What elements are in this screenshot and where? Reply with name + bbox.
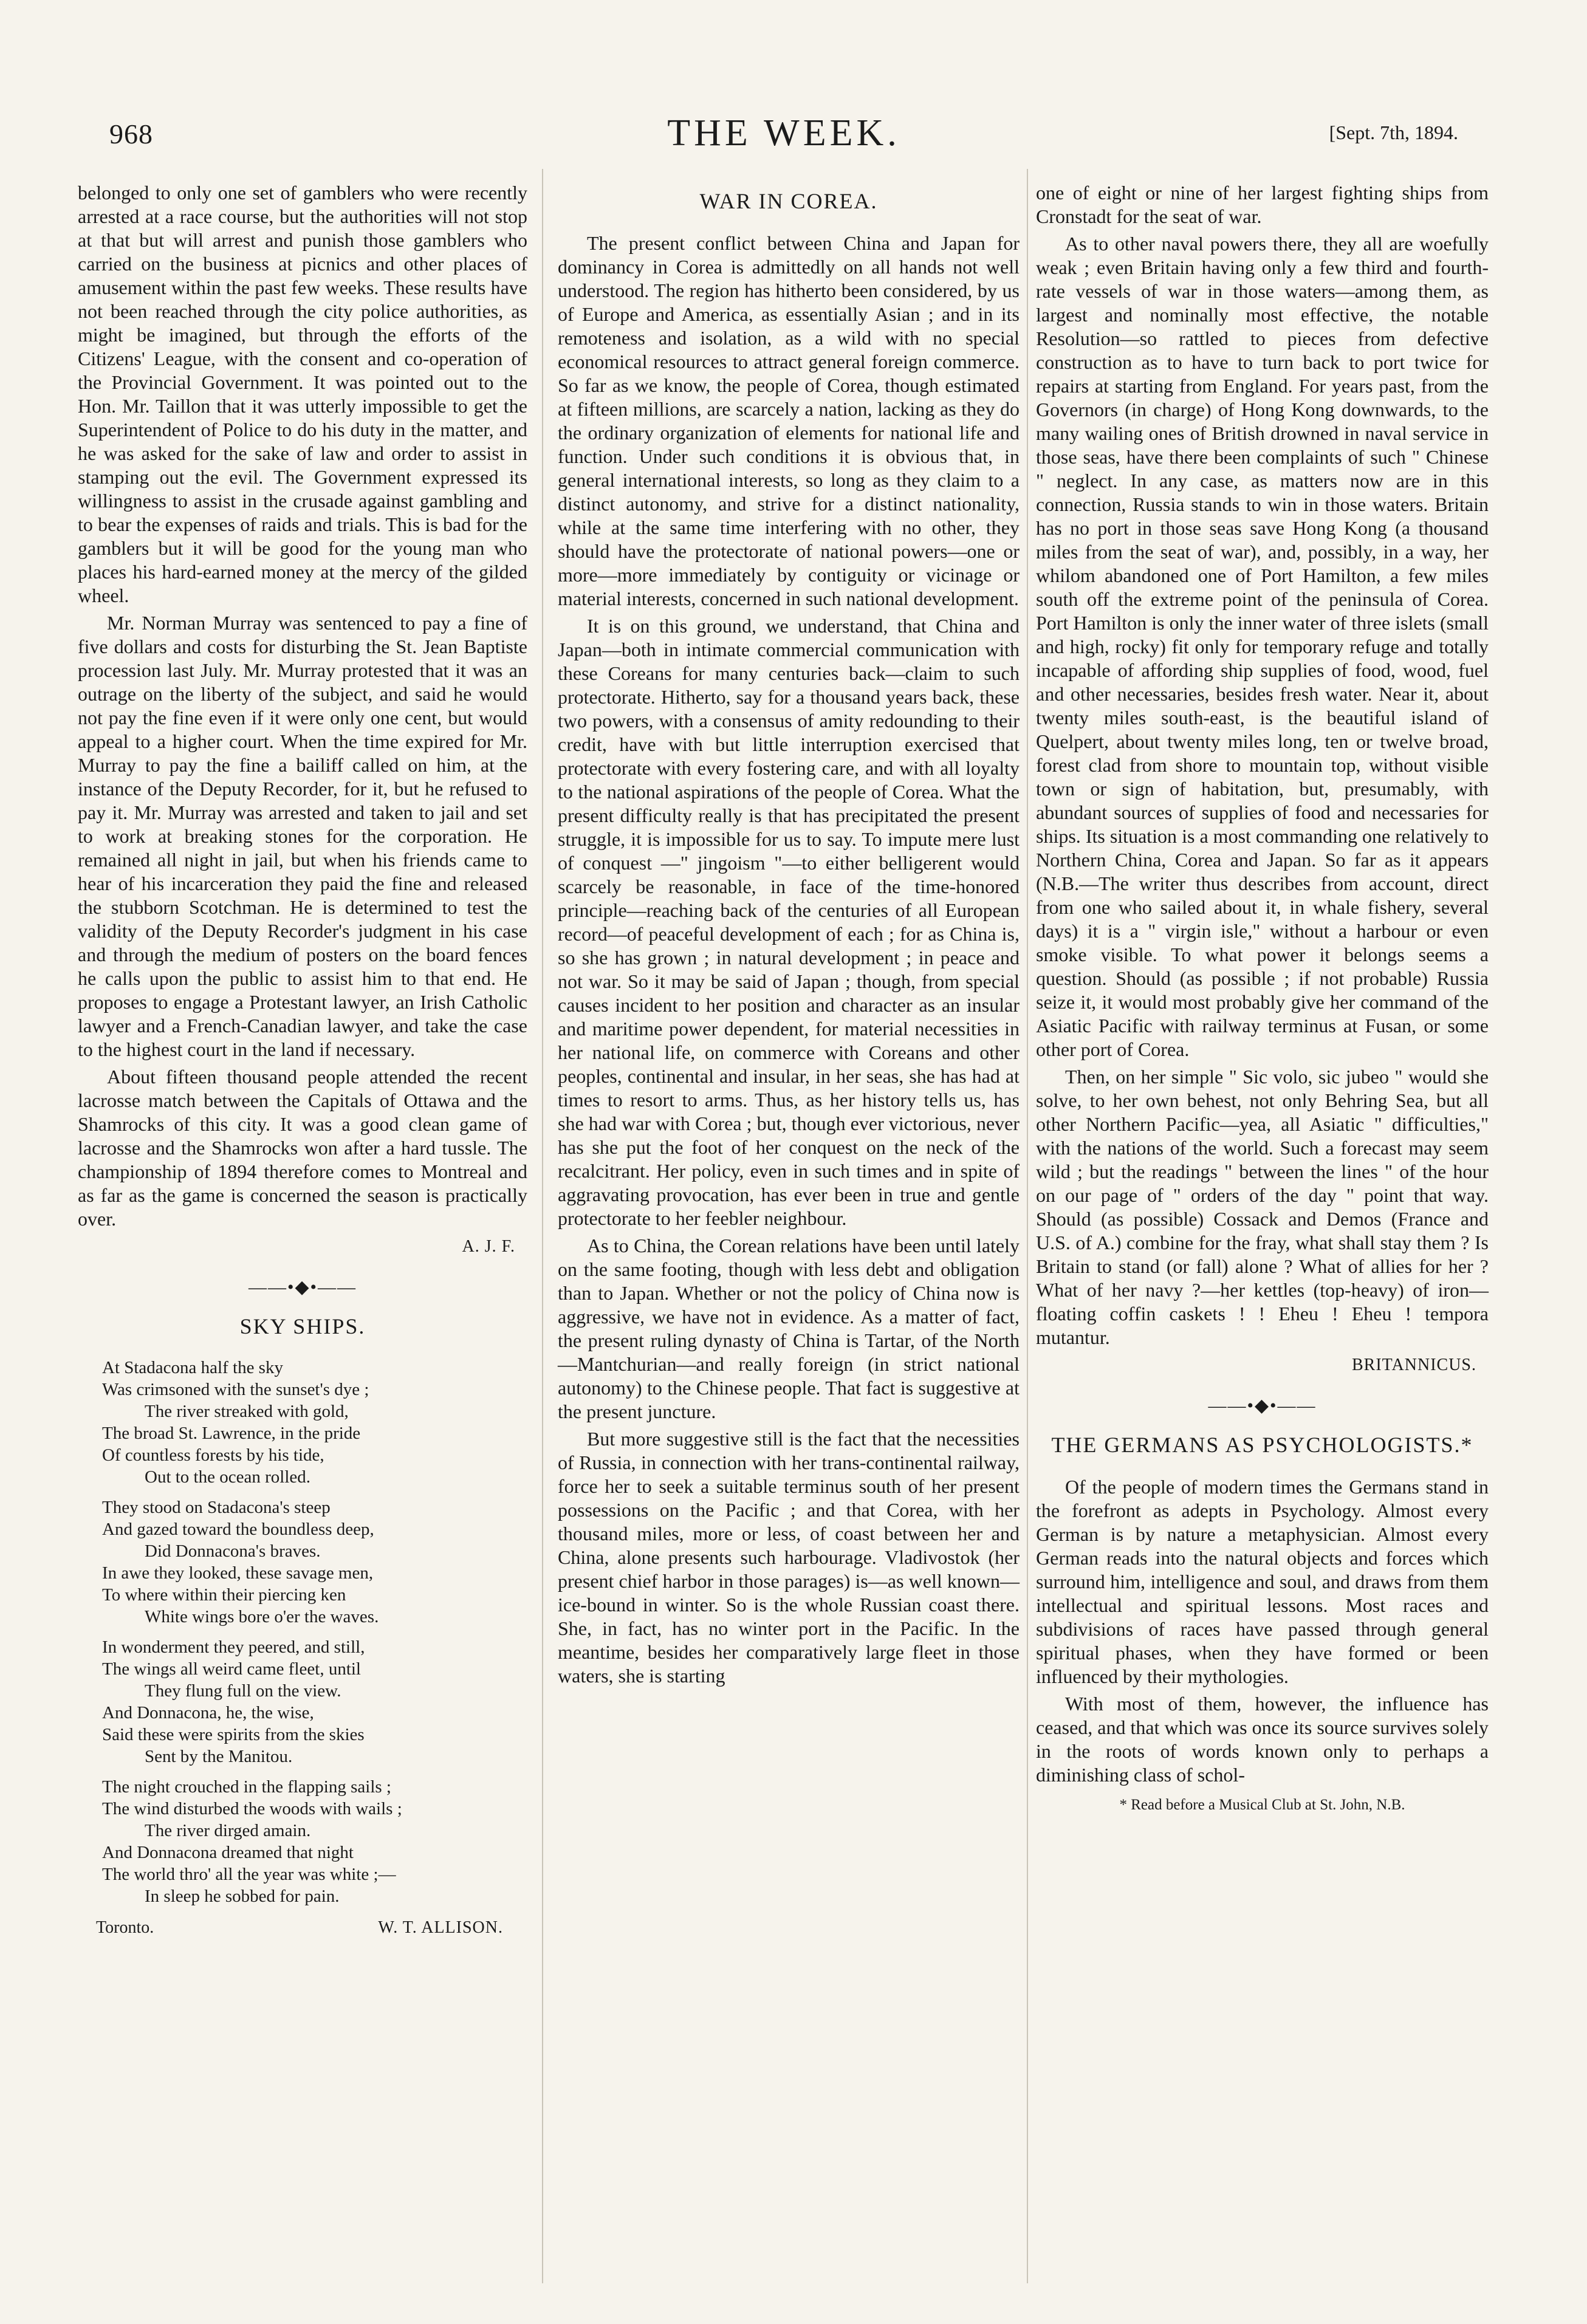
poem-line: The river dirged amain. (145, 1821, 311, 1840)
column-2 (558, 181, 1020, 1692)
column-rule-2 (1027, 169, 1028, 2283)
poem-line: The night crouched in the flapping sails ; (102, 1777, 391, 1797)
article-paragraph: It is on this ground, we understand, that China and Japan—both in intimate commercial communication with these Coreans for many centuries back—claim to such protectorate. Hitherto, say for a thousand years back, these two powers, with a consensus of amity redounding to their credit, have with but little interruption exercised that protectorate with every fostering care, and with all loyalty to the national aspirations of the people of Corea. What the present difficulty really is that has precipitated the present struggle, it is impossible for us to say. To impute mere lust of conquest —" jingoism "—to either belligerent would scarcely be reasonable, in face of the time-honored principle—reaching back of the centuries of all European record—of peaceful development of each ; for as China is, so she has grown ; in natural development ; in peace and not war. So it may be said of Japan ; though, from special causes incident to her position and character as an insular and maritime power dependent, for material necessities in her national life, on commerce with Coreans and other peoples, continental and insular, in her seas, she has had at times to resort to arms. Thus, as her history tells us, has she had war with Corea ; but, though ever victorious, never has she put the foot of her conquest on the neck of the recalcitrant. Her policy, even in such times and in spite of aggravating provocation, has ever been in true and gentle protectorate to her feebler neighbour. (558, 615, 1020, 1229)
poem-line: Of countless forests by his tide, (102, 1445, 324, 1465)
section-ornament: ——•◆•—— (248, 1277, 357, 1297)
article-title: THE GERMANS AS PSYCHOLOGISTS.* (1051, 1433, 1473, 1457)
poem-line: Was crimsoned with the sunset's dye ; (102, 1380, 369, 1399)
issue-date: [Sept. 7th, 1894. (1329, 122, 1458, 143)
article-paragraph: The present conflict between China and Japan for dominancy in Corea is admittedly on all hands not well understood. The region has hitherto been considered, by us of Europe and America, as essentially Asian ; and in its remoteness and isolation, as a wild with no special economical resources to attract general foreign commerce. So far as we know, the people of Corea, though estimated at fifteen millions, are scarcely a nation, lacking as they do the ordinary organization of elements for national life and function. Under such conditions it is obvious that, in general international interests, so long as they claim to a distinct autonomy, and strive for a distinct nationality, while at the same time interfering with no other, they should have the protectorate of national powers—one or more—more immediately by contiguity or vicinage or material interests, concerned in such national development. (558, 232, 1020, 609)
poem-line: The wings all weird came fleet, until (102, 1659, 361, 1679)
poem-stanza (102, 1357, 527, 1488)
poem-line: At Stadacona half the sky (102, 1358, 283, 1377)
poem-stanza (102, 1776, 527, 1907)
poem-stanza (102, 1636, 527, 1767)
poem-line: In awe they looked, these savage men, (102, 1563, 374, 1583)
article-paragraph: one of eight or nine of her largest fighting ships from Cronstadt for the seat of war. (1036, 182, 1489, 227)
article-paragraph: About fifteen thousand people attended the recent lacrosse match between the Capitals of Ottawa and the Shamrocks of this city. It was a good clean game of lacrosse and the Shamrocks won after a hard tussle. The championship of 1894 therefore comes to Montreal and as far as the game is concerned the season is practically over. (78, 1066, 527, 1230)
poem-attribution (78, 1916, 527, 1940)
poem-line: In sleep he sobbed for pain. (145, 1887, 340, 1906)
poem-line: And Donnacona, he, the wise, (102, 1703, 314, 1722)
poem-line: Sent by the Manitou. (145, 1747, 293, 1766)
article-paragraph: Then, on her simple " Sic volo, sic jubeo " would she solve, to her own behest, not only Behring Sea, but all other Northern Pacific—yea, all Asiatic " difficulties," with the nations of the world. Such a forecast may seem wild ; but the readings " between the lines " of the hour on our page of " orders of the day " point that way. Should (as possible) Cossack and Demos (France and U.S. of A.) combine for the fray, what shall stay them ? Is Britain to stand (or fall) alone ? What of allies for her ? What of her navy ?—her kettles (top-heavy) of iron—floating coffin caskets ! ! Eheu ! Eheu ! tempora mutantur. (1036, 1066, 1489, 1348)
poem-line: Out to the ocean rolled. (145, 1467, 310, 1487)
column-3 (1036, 181, 1489, 1817)
poem-line: The broad St. Lawrence, in the pride (102, 1424, 361, 1443)
article-paragraph: But more suggestive still is the fact that the necessities of Russia, in connection with her trans-continental railway, force her to seek a suitable terminus south of her present possessions on the Pacific ; and that Corea, with her thousand miles, more or less, of coast between her and China, alone presents such harbourage. Vladivostok (her present chief harbor in those parages) is—as well known—ice-bound in winter. So is the whole Russian coast there. She, in fact, has no winter port in the Pacific. In the meantime, besides her comparatively large fleet in those waters, she is starting (558, 1428, 1020, 1687)
column-1 (78, 181, 527, 1940)
poem-line: And gazed toward the boundless deep, (102, 1520, 374, 1539)
masthead-title: THE WEEK. (667, 112, 900, 154)
article-title: WAR IN COREA. (699, 189, 878, 213)
article-paragraph: Mr. Norman Murray was sentenced to pay a fine of five dollars and costs for disturbing the St. Jean Baptiste procession last July. Mr. Murray protested that it was an outrage on the liberty of the subject, and said he would not pay the fine even if it were only one cent, but would appeal to a higher court. When the time expired for Mr. Murray to pay the fine a bailiff called on him, at the instance of the Deputy Recorder, for it, but he refused to pay it. Mr. Murray was arrested and taken to jail and set to work at breaking stones for the corporation. He remained all night in jail, but when his friends came to hear of his incarceration they paid the fine and released the stubborn Scotchman. He is determined to test the validity of the Deputy Recorder's judgment in his case and through the medium of posters on the board fences he calls upon the public to assist him to that end. He proposes to engage a Protestant lawyer, an Irish Catholic lawyer and a French-Canadian lawyer, and take the case to the highest court in the land if necessary. (78, 612, 527, 1060)
column-rule-1 (542, 169, 543, 2283)
poem-line: Said these were spirits from the skies (102, 1725, 365, 1744)
poem-line: In wonderment they peered, and still, (102, 1637, 365, 1657)
article-paragraph: belonged to only one set of gamblers who were recently arrested at a race course, but the authorities will not stop at that but will arrest and punish those gamblers who carried on the business at picnics and other places of amusement within the past few weeks. These results have not been reached through the city police authorities, as might be imagined, but through the efforts of the Citizens' League, with the consent and co-operation of the Provincial Government. It was pointed out to the Hon. Mr. Taillon that it was utterly impossible to get the Superintendent of Police to do his duty in the matter, and he was asked for the sake of law and order to assist in stamping out the evil. The Government expressed its willingness to assist in the crusade against gambling and to bear the expenses of raids and trials. This is bad for the gamblers but it will be good for the young man who places his hard-earned money at the mercy of the gilded wheel. (78, 182, 527, 606)
article-paragraph: Of the people of modern times the Germans stand in the forefront as adepts in Psychology. Almost every German is by nature a metaphysician. Almost every German reads into the natural objects and forces which surround him, intelligence and soul, and draws from them intellectual and spiritual lessons. Most races and subdivisions of races have passed through general spiritual phases, when they have formed or been influenced by their mythologies. (1036, 1476, 1489, 1687)
poem-line: They stood on Stadacona's steep (102, 1498, 331, 1517)
section-ornament: ——•◆•—— (1208, 1396, 1317, 1416)
article-paragraph: As to China, the Corean relations have been until lately on the same footing, though with less debt and obligation than to Japan. Whether or not the policy of China now is aggressive, we have not in evidence. As a matter of fact, the present ruling dynasty of China is Tartar, of the North—Mantchurian—and really foreign (in strict national autonomy) to the Chinese people. That fact is suggestive at the present juncture. (558, 1235, 1020, 1422)
footnote: * Read before a Musical Club at St. John, N.B. (1119, 1797, 1405, 1813)
poem-line: The wind disturbed the woods with wails ; (102, 1799, 402, 1818)
poem-place: Toronto. (96, 1918, 154, 1937)
article-signature: A. J. F. (462, 1237, 515, 1256)
poem (78, 1357, 527, 1907)
poem-stanza (102, 1496, 527, 1628)
poem-line: The river streaked with gold, (145, 1402, 349, 1421)
poem-line: White wings bore o'er the waves. (145, 1607, 379, 1626)
poem-line: Did Donnacona's braves. (145, 1541, 321, 1561)
poem-line: The world thro' all the year was white ;— (102, 1865, 396, 1884)
article-signature: BRITANNICUS. (1352, 1356, 1476, 1374)
article-paragraph: With most of them, however, the influence has ceased, and that which was once its source survives solely in the roots of words known only to perhaps a diminishing class of schol- (1036, 1693, 1489, 1786)
poem-line: To where within their piercing ken (102, 1585, 346, 1605)
page-number: 968 (109, 118, 153, 149)
poem-title: SKY SHIPS. (239, 1314, 366, 1339)
poem-line: They flung full on the view. (145, 1681, 341, 1701)
page-header (97, 108, 1470, 163)
article-paragraph: As to other naval powers there, they all are woefully weak ; even Britain having only a few third and fourth-rate vessels of war in those waters—among them, as largest and nominally most effective, the notable Resolution—so rattled to pieces from defective construction as to have to turn back to port twice for repairs at starting from England. For years past, from the Governors (in charge) of Hong Kong downwards, to the many wailing ones of British drowned in naval service in those seas, have there been complaints of such " Chinese " neglect. In any case, as matters now are in this connection, Russia stands to win in those waters. Britain has no port in those seas save Hong Kong (a thousand miles from the seat of war), and, possibly, in a way, her whilom abandoned one of Port Hamilton, a few miles south off the extreme point of the peninsula of Corea. Port Hamilton is only the inner water of three islets (small and high, rocky) fit only for temporary refuge and totally incapable of affording ship supplies of food, wood, fuel and other necessaries, besides fresh water. Near it, about twenty miles south-east, is the beautiful island of Quelpert, about twenty miles long, ten or twelve broad, forest clad from shore to mountain top, without visible town or sign of habitation, but, presumably, with abundant sources of supplies of food and necessaries for ships. Its situation is a most commanding one relatively to Northern China, Corea and Japan. So far as it appears (N.B.—The writer thus describes from account, direct from one who sailed about it, in whale fishery, several days) it is a " virgin isle," without a harbour or even smoke visible. To what power it belongs seems a question. Should (as possible ; if not probable) Russia seize it, it would most probably give her command of the Asiatic Pacific with railway terminus at Fusan, or some other port of Corea. (1036, 233, 1489, 1060)
poem-author: W. T. ALLISON. (378, 1918, 503, 1937)
poem-line: And Donnacona dreamed that night (102, 1843, 354, 1862)
